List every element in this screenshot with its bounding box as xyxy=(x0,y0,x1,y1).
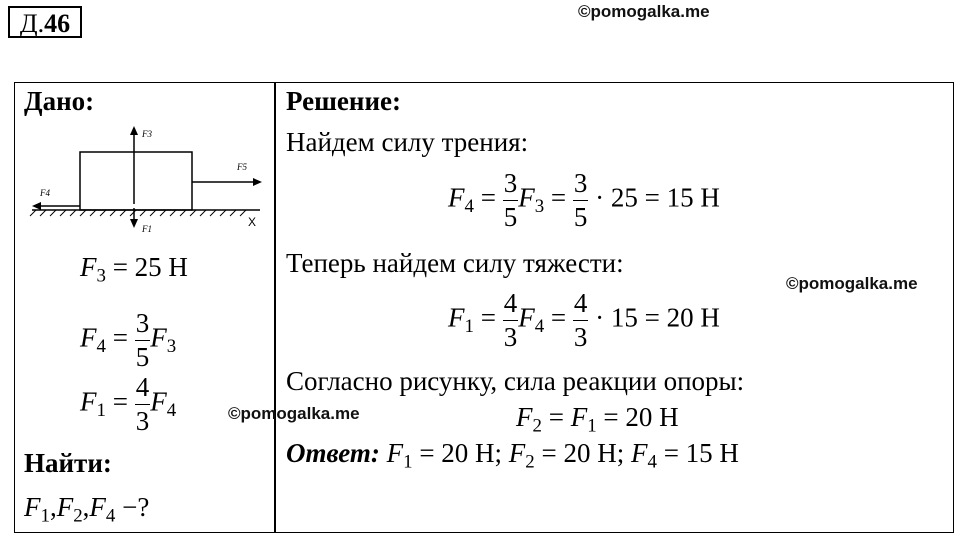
watermark-top: ©pomogalka.me xyxy=(578,2,710,21)
arrow-f3-head xyxy=(130,126,138,135)
solution-title: Решение: xyxy=(286,86,401,116)
fraction: $\frac{3}{5}$ xyxy=(503,168,518,232)
formula-gravity: $F_1$ = $\frac{4}{3}$ $F_4$ = $\frac{4}{3}$ · 15 = 20 Н xyxy=(448,288,720,352)
find-values: $F_1,F_2,F_4$ −? xyxy=(24,492,150,527)
solution-line-3: Согласно рисунку, сила реакции опоры: xyxy=(286,366,745,396)
given-f4: $F_4$ = $\frac{3}{5}$ $F_3$ xyxy=(80,308,177,372)
fraction: $\frac{4}{3}$ xyxy=(503,288,518,352)
watermark-right: ©pomogalka.me xyxy=(786,274,918,293)
watermark-middle: ©pomogalka.me xyxy=(228,404,360,423)
fraction: $\frac{3}{5}$ xyxy=(135,308,150,372)
arrow-f5-head xyxy=(253,178,262,186)
fraction: $\frac{4}{3}$ xyxy=(573,288,588,352)
given-title: Дано: xyxy=(24,86,95,116)
formula-friction: $F_4$ = $\frac{3}{5}$ $F_3$ = $\frac{3}{5}$ · 25 = 15 Н xyxy=(448,168,720,232)
force-diagram xyxy=(22,122,272,240)
answer-label: Ответ: xyxy=(286,438,380,468)
ground-hatching xyxy=(30,210,246,216)
given-f1: $F_1$ = $\frac{4}{3}$ $F_4$ xyxy=(80,372,177,436)
solution-line-2: Теперь найдем силу тяжести: xyxy=(286,248,624,278)
formula-normal-force: $F_2 = F_1 = 20$ Н xyxy=(516,402,679,437)
problem-number-box xyxy=(8,6,82,38)
arrow-f1-head xyxy=(130,219,138,228)
label-f1: F1 xyxy=(142,224,152,234)
solution-line-1: Найдем силу трения: xyxy=(286,127,529,157)
arrow-f4-head xyxy=(32,202,41,210)
block xyxy=(80,152,192,210)
label-f4: F4 xyxy=(40,188,50,198)
fraction: $\frac{3}{5}$ xyxy=(573,168,588,232)
answer-line: Ответ: $F_1 = 20$ Н; $F_2 = 20$ Н; $F_4 = 15$ Н xyxy=(286,438,739,473)
column-divider xyxy=(274,82,276,533)
label-f5: F5 xyxy=(237,162,247,172)
find-title: Найти: xyxy=(24,448,112,478)
problem-number: 46 xyxy=(44,9,71,38)
problem-prefix: Д. xyxy=(19,9,45,38)
label-f3: F3 xyxy=(142,129,152,139)
fraction: $\frac{4}{3}$ xyxy=(135,372,150,436)
label-x-axis: X xyxy=(248,215,257,229)
given-f3: $F_3 = 25$ Н xyxy=(80,252,188,287)
